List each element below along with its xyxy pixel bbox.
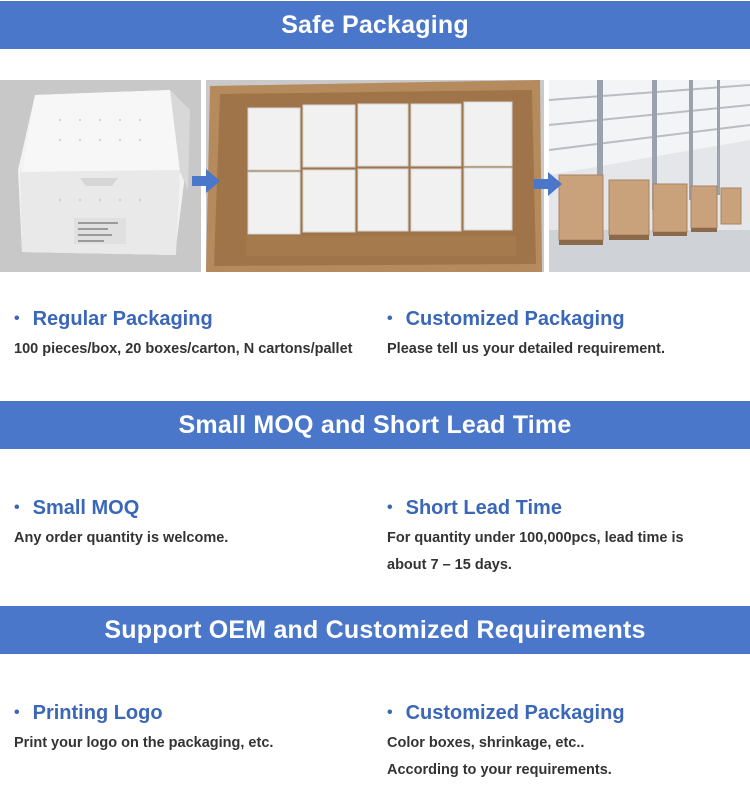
carton-of-boxes-photo bbox=[206, 80, 544, 272]
feature-description: For quantity under 100,000pcs, lead time is bbox=[387, 530, 684, 546]
white-box-photo bbox=[0, 80, 201, 272]
feature-description: Any order quantity is welcome. bbox=[14, 530, 229, 546]
section-banner-packaging: Safe Packaging bbox=[0, 1, 750, 49]
feature-description: 100 pieces/box, 20 boxes/carton, N cartons/pallet bbox=[14, 341, 353, 357]
feature-heading: Customized Packaging bbox=[405, 307, 625, 330]
bullet-icon: • bbox=[14, 499, 20, 516]
feature-printing-logo bbox=[0, 700, 375, 757]
feature-small-moq bbox=[0, 495, 375, 552]
feature-customized-packaging-oem bbox=[373, 700, 750, 784]
section-banner-oem: Support OEM and Customized Requirements bbox=[0, 606, 750, 654]
feature-heading: Printing Logo bbox=[32, 701, 163, 724]
right-arrow-icon bbox=[192, 169, 222, 193]
warehouse-pallets-photo bbox=[549, 80, 750, 272]
bullet-icon: • bbox=[387, 310, 393, 327]
bullet-icon: • bbox=[14, 310, 20, 327]
feature-description: According to your requirements. bbox=[387, 762, 612, 778]
right-arrow-icon bbox=[534, 172, 564, 196]
bullet-icon: • bbox=[387, 704, 393, 721]
bullet-icon: • bbox=[14, 704, 20, 721]
feature-regular-packaging bbox=[0, 306, 375, 363]
feature-heading: Short Lead Time bbox=[405, 496, 562, 519]
feature-heading: Small MOQ bbox=[32, 496, 140, 519]
feature-customized-packaging bbox=[373, 306, 750, 363]
feature-description: about 7 – 15 days. bbox=[387, 557, 512, 573]
feature-heading: Customized Packaging bbox=[405, 701, 625, 724]
feature-short-lead-time bbox=[373, 495, 750, 579]
feature-heading: Regular Packaging bbox=[32, 307, 213, 330]
feature-description: Please tell us your detailed requirement. bbox=[387, 341, 666, 357]
feature-description: Print your logo on the packaging, etc. bbox=[14, 735, 274, 751]
feature-description: Color boxes, shrinkage, etc.. bbox=[387, 735, 585, 751]
section-banner-moq: Small MOQ and Short Lead Time bbox=[0, 401, 750, 449]
bullet-icon: • bbox=[387, 499, 393, 516]
